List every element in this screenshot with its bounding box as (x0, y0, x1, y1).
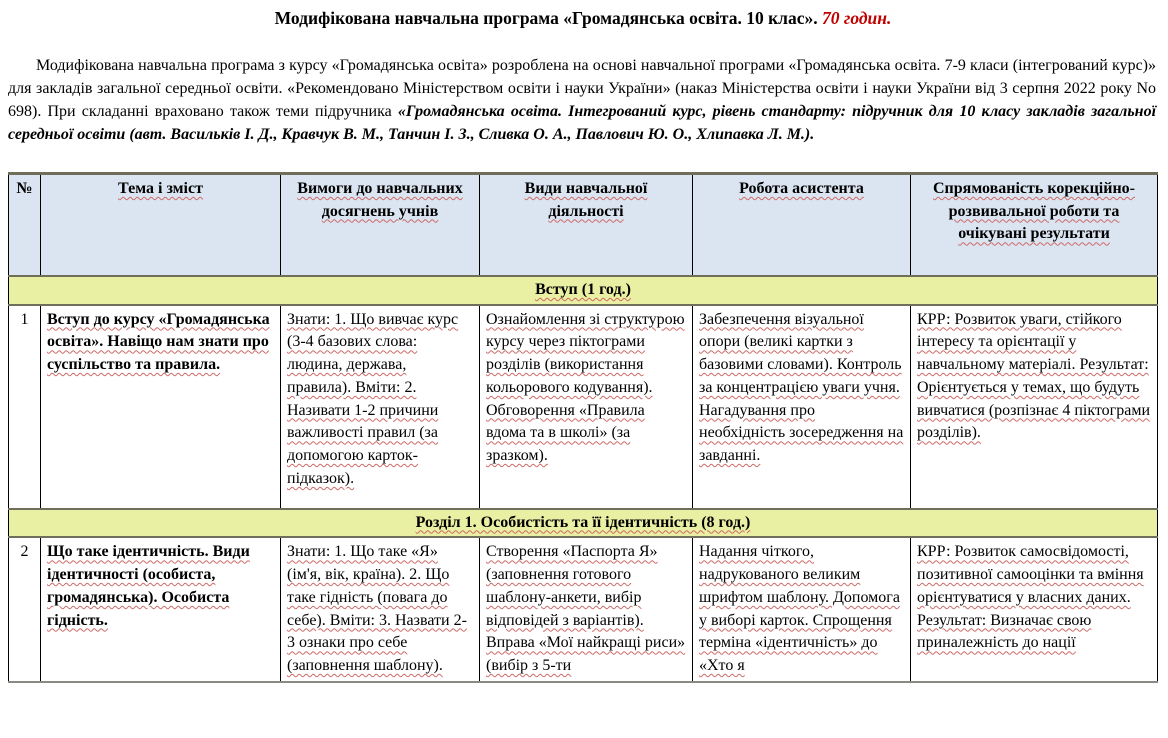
section-row-vstup (9, 276, 1158, 305)
intro-text: Модифікована навчальна програма з курсу «Громадянська освіта» розроблена на основі навчальної програми «Громадянська освіта. 7-9 класи (інтегрований курс)» для закладів загальної середньої освіти. «Рекомендовано Міністерством освіти і науки України» (наказ Міністерства освіти і науки України від 3 серпня 2022 року No 698). При складанні враховано також теми підручника (8, 56, 1156, 120)
table-row (9, 305, 1158, 509)
page-title-hours: 70 годин. (822, 8, 892, 28)
cell-activities: Ознайомлення зі структурою курсу через піктограми розділів (використання кольорового кодування). Обговорення «Правила вдома та в школі» (за зразком). (480, 305, 693, 509)
cell-topic: Що таке ідентичність. Види ідентичності (особиста, громадянська). Особиста гідність. (41, 537, 281, 681)
section-row-rozdil-1 (9, 509, 1158, 538)
cell-number: 1 (9, 305, 41, 509)
cell-topic: Вступ до курсу «Громадянська освіта». Навіщо нам знати про суспільство та правила. (41, 305, 281, 509)
cell-assistant: Забезпечення візуальної опори (великі картки з базовими словами). Контроль за концентрацією уваги учня. Нагадування про необхідність зосередження на завданні. (693, 305, 911, 509)
cell-assistant: Надання чіткого, надрукованого великим шрифтом шаблону. Допомога у виборі карток. Спрощення терміна «ідентичність» до «Хто я (693, 537, 911, 681)
intro-textbook-reference: «Громадянська освіта. Інтегрований курс, рівень стандарту: підручник для 10 класу закладів загальної середньої освіти (авт. Васильків І. Д., Кравчук В. М., Танчин І. З., Сливка О. А., Павлович Ю. О., Хлипавка Л. М.). (8, 102, 1157, 143)
header-correction: Спрямованість корекційно-розвивальної роботи та очікувані результати (911, 174, 1158, 277)
header-activities: Види навчальної діяльності (480, 174, 693, 277)
page-title (8, 8, 1158, 30)
cell-activities: Створення «Паспорта Я» (заповнення готового шаблону-анкети, вибір відповідей з варіантів). Вправа «Мої найкращі риси» (вибір з 5-ти (480, 537, 693, 681)
header-topic: Тема і зміст (41, 174, 281, 277)
intro-paragraph (8, 54, 1156, 146)
section-title: Вступ (1 год.) (9, 276, 1158, 305)
cell-correction: КРР: Розвиток уваги, стійкого інтересу та орієнтації у навчальному матеріалі. Результат: Орієнтується у темах, що будуть вивчатися (розпізнає 4 піктограми розділів). (911, 305, 1158, 509)
program-table (8, 172, 1158, 683)
cell-number: 2 (9, 537, 41, 681)
header-requirements: Вимоги до навчальних досягнень учнів (281, 174, 480, 277)
cell-correction: КРР: Розвиток самосвідомості, позитивної самооцінки та вміння орієнтуватися у власних даних. Результат: Визначає свою приналежність до нації (911, 537, 1158, 681)
page-title-text: Модифікована навчальна програма «Громадянська освіта. 10 клас». (274, 8, 818, 28)
cell-requirements: Знати: 1. Що таке «Я» (ім'я, вік, країна). 2. Що таке гідність (повага до себе). Вміти: 3. Назвати 2-3 ознаки про себе (заповнення шаблону). (281, 537, 480, 681)
section-title: Розділ 1. Особистість та її ідентичність (8 год.) (9, 509, 1158, 538)
cell-requirements: Знати: 1. Що вивчає курс (3-4 базових слова: людина, держава, правила). Вміти: 2. Називати 1-2 причини важливості правил (за допомогою карток-підказок). (281, 305, 480, 509)
table-row (9, 537, 1158, 681)
table-header-row (9, 174, 1158, 277)
header-number: № (9, 174, 41, 277)
header-assistant: Робота асистента (693, 174, 911, 277)
